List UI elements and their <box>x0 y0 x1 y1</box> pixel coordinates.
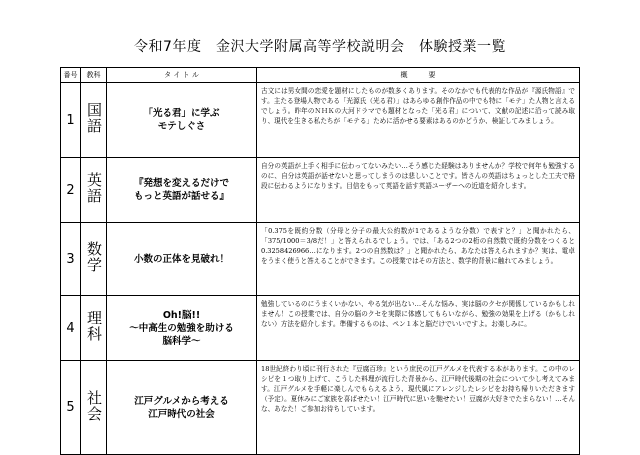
lesson-table <box>60 67 580 455</box>
table-row <box>61 296 580 361</box>
row-title: 江戸グルメから考える 江戸時代の社会 <box>107 361 257 455</box>
subject-label: 数学 <box>85 241 103 273</box>
row-title: Oh!脳!! ～中高生の勉強を助ける 脳科学～ <box>107 296 257 361</box>
row-num: 2 <box>61 158 81 223</box>
row-num: 4 <box>61 296 81 361</box>
row-title: 『発想を変えるだけで もっと英語が話せる』 <box>107 158 257 223</box>
table-row <box>61 83 580 158</box>
row-num: 3 <box>61 223 81 296</box>
row-title: 小数の正体を見破れ！ <box>107 223 257 296</box>
row-num: 5 <box>61 361 81 455</box>
table-row <box>61 223 580 296</box>
row-num: 1 <box>61 83 81 158</box>
row-desc: 18世紀終わり頃に刊行された『豆腐百珍』という庶民の江戸グルメを代表する本があります。この中のレシピを１つ取り上げて、こうした料理が流行した背景から、江戸時代後期の社会について少し考えてみます。江戸グルメを手軽に楽しんでもらえるよう、現代風にアレンジしたレシピをお持ち帰りいただきます（予定）。夏休みにご家族を喜ばせたい！江戸時代に思いを馳せたい！豆腐が大好きでたまらない！…そんな、あなた！ご参加お待ちしています。 <box>257 361 580 455</box>
subject-label: 国語 <box>85 102 103 134</box>
row-subject <box>81 83 107 158</box>
row-desc: 勉強しているのにうまくいかない、やる気が出ない…そんな悩み、実は脳のクセが関係しているかもしれません！この授業では、自分の脳のクセを実際に体感してもらいながら、勉強の効果を上げる（かもしれない）方法を紹介します。準備するものは、ペン１本と脳だけでいいですよ。お楽しみに。 <box>257 296 580 361</box>
row-subject <box>81 361 107 455</box>
row-desc: 古文には男女間の恋愛を題材にしたものが数多くあります。そのなかでも代表的な作品が『源氏物語』です。主たる登場人物である「光源氏（光る君）」はあらゆる創作作品の中でも特に「モテ」た人物と言えるでしょう。昨年のＮＨＫの大河ドラマでも題材となった「光る君」について、文献の記述に沿って読み取り、現代を生きる私たちが「モテる」ために活かせる要素はあるのかどうか、検証してみましょう。 <box>257 83 580 158</box>
page-title: 令和7年度 金沢大学附属高等学校説明会 体験授業一覧 <box>134 39 506 55</box>
table-row <box>61 361 580 455</box>
header-subject: 教科 <box>81 68 107 83</box>
table-header-row <box>61 68 580 83</box>
header-title: タ イ ト ル <box>107 68 257 83</box>
header-num: 番号 <box>61 68 81 83</box>
row-title: 「光る君」に学ぶ モテしぐさ <box>107 83 257 158</box>
subject-label: 社会 <box>85 389 103 422</box>
row-desc: 「0.375を既約分数（分母と分子の最大公約数が1であるような分数）で表すと？」と聞かれたら、「375/1000＝3/8だ！」と答えられるでしょう。では、「ある2つの2桁の自然数で既約分数をつくると0.3258426966…になります。2つの自然数は？」と聞かれたら、あなたは答えられますか？実は、電卓をうまく使うと答えることができます。この授業ではその方法と、数学的背景に触れてみましょう。 <box>257 223 580 296</box>
table-row <box>61 158 580 223</box>
header-desc: 概 要 <box>257 68 580 83</box>
row-subject <box>81 296 107 361</box>
row-subject <box>81 223 107 296</box>
subject-label: 理科 <box>85 310 103 342</box>
row-subject <box>81 158 107 223</box>
row-desc: 自分の英語が上手く相手に伝わってないみたい…そう感じた経験はありませんか？学校で何年も勉強するのに、自分は英語が話せないと思ってしまうのは悲しいことです。皆さんの英語はちょっとした工夫で格段に伝わるようになります。目信をもって英語を話す英語ユーザーへの近道を紹介します。 <box>257 158 580 223</box>
subject-label: 英語 <box>85 172 103 204</box>
